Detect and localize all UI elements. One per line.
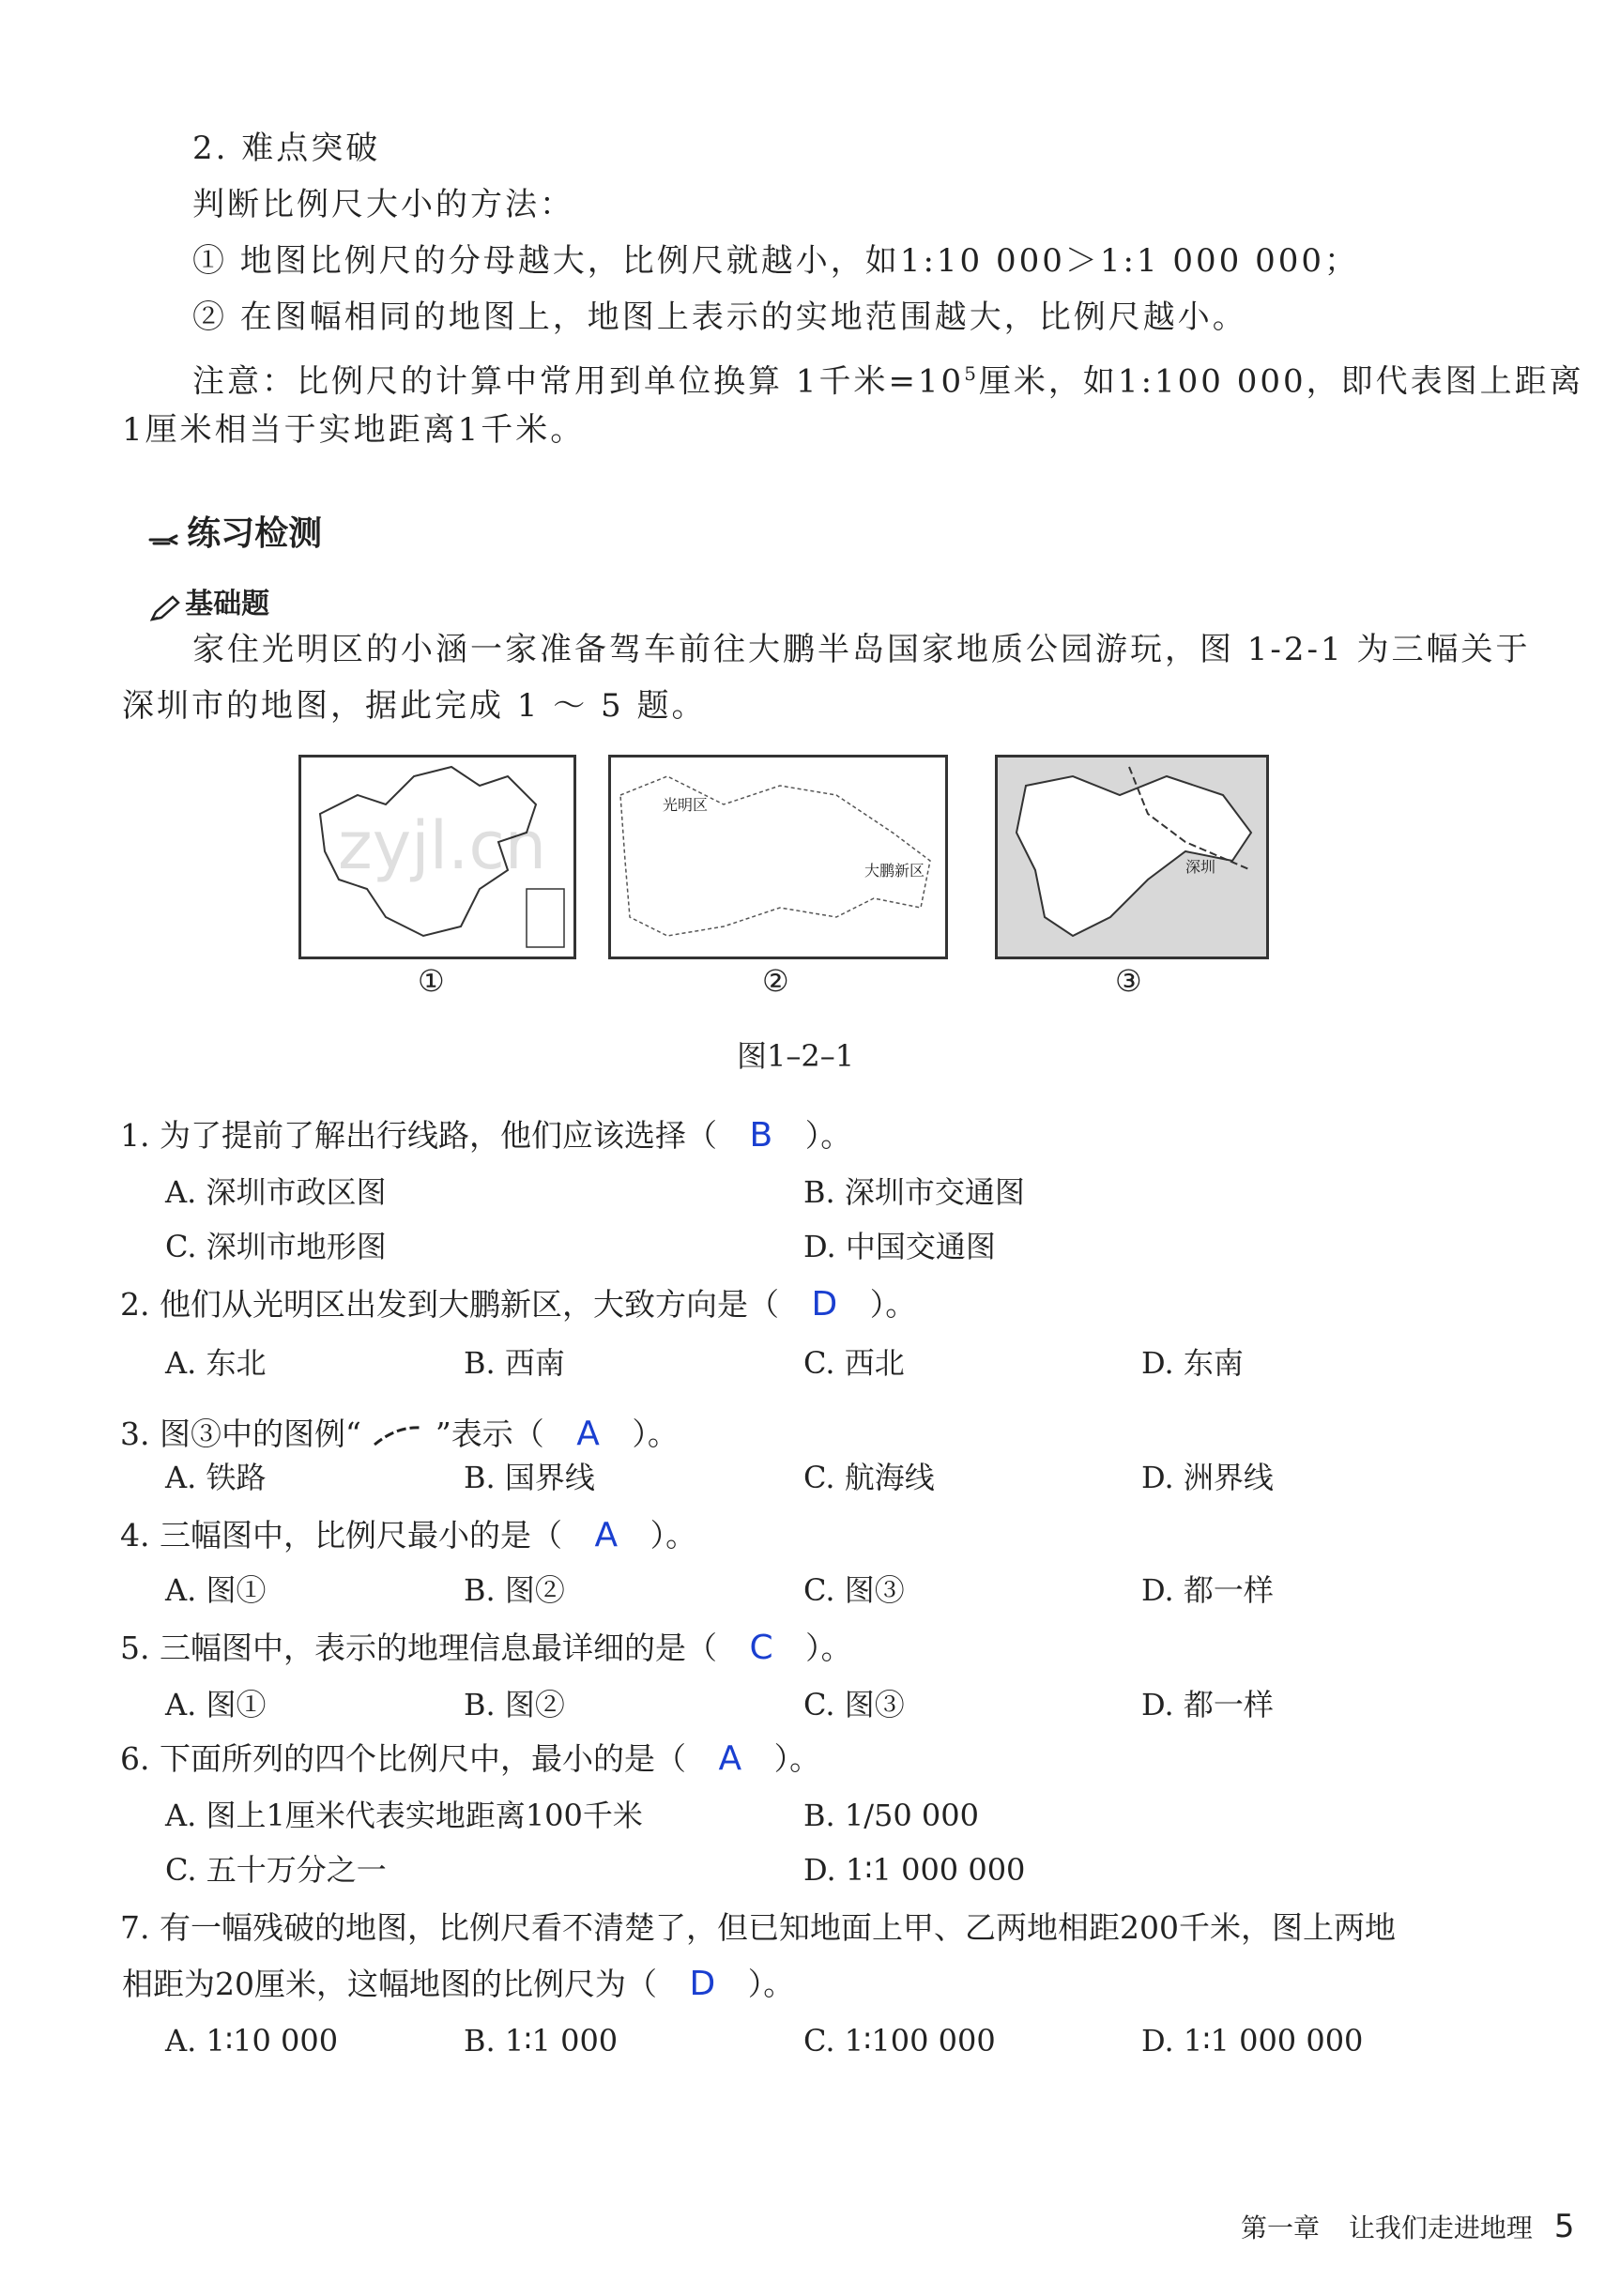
map-2-label-dapeng: 大鹏新区	[864, 862, 925, 880]
subsection-header	[148, 580, 269, 623]
question-7-answer: D	[689, 1965, 716, 2003]
question-5	[120, 1630, 852, 1667]
q4-option-a: A. 图①	[165, 1572, 267, 1608]
question-4	[120, 1517, 696, 1554]
question-4-answer: A	[594, 1516, 619, 1554]
question-1-answer: B	[749, 1116, 773, 1155]
map-2-label: ②	[762, 963, 789, 999]
pointing-hand-icon	[148, 527, 182, 555]
q7-option-c: C. 1∶100 000	[803, 2023, 996, 2059]
intro-note-sup: 5	[964, 362, 979, 385]
q2-option-c: C. 西北	[803, 1345, 905, 1381]
q7-option-b: B. 1∶1 000	[464, 2023, 619, 2059]
footer	[1241, 2208, 1574, 2245]
q2-option-b: B. 西南	[464, 1345, 565, 1381]
q3-option-c: C. 航海线	[803, 1460, 935, 1495]
intro-note-line2: 1厘米相当于实地距离1千米。	[122, 411, 586, 449]
q5-option-c: C. 图③	[803, 1687, 905, 1722]
map-2-shenzhen	[608, 755, 948, 959]
q4-option-d: D. 都一样	[1141, 1572, 1274, 1608]
footer-chapter: 第一章	[1241, 2212, 1321, 2243]
question-7-close: ）。	[747, 1966, 795, 2002]
q1-option-a: A. 深圳市政区图	[165, 1174, 387, 1210]
map-3-label-shenzhen: 深圳	[1185, 858, 1216, 876]
question-6-stem: 6. 下面所列的四个比例尺中，最小的是（	[120, 1740, 686, 1777]
intro-note-a: 注意：比例尺的计算中常用到单位换算 1千米=10	[192, 362, 965, 401]
q6-option-a: A. 图上1厘米代表实地距离100千米	[165, 1798, 643, 1833]
map-1-label: ①	[418, 963, 445, 999]
q1-option-d: D. 中国交通图	[803, 1229, 996, 1264]
section-para1: 家住光明区的小涵一家准备驾车前往大鹏半岛国家地质公园游玩，图 1-2-1 为三幅关于	[192, 631, 1531, 668]
intro-point1: ① 地图比例尺的分母越大，比例尺就越小，如1:10 000＞1:1 000 000；	[192, 242, 1359, 280]
subsection-title: 基础题	[185, 588, 270, 620]
question-6-answer: A	[718, 1739, 742, 1778]
q2-option-a: A. 东北	[165, 1345, 267, 1381]
question-5-answer: C	[749, 1629, 773, 1667]
question-7-line1: 7. 有一幅残破的地图，比例尺看不清楚了，但已知地面上甲、乙两地相距200千米，图上两地	[120, 1909, 1396, 1946]
map-3-label: ③	[1115, 963, 1142, 999]
question-7-line2	[122, 1966, 794, 2003]
q3-option-d: D. 洲界线	[1141, 1460, 1274, 1495]
q1-option-c: C. 深圳市地形图	[165, 1229, 387, 1264]
question-6	[120, 1740, 820, 1778]
intro-point2: ② 在图幅相同的地图上，地图上表示的实地范围越大，比例尺越小。	[192, 298, 1247, 336]
question-1	[120, 1117, 851, 1155]
q3-option-a: A. 铁路	[165, 1460, 267, 1495]
question-1-stem: 1. 为了提前了解出行线路，他们应该选择（	[120, 1117, 717, 1154]
page-number: 5	[1553, 2208, 1575, 2245]
question-2-close: ）。	[869, 1286, 917, 1323]
q1-option-b: B. 深圳市交通图	[803, 1174, 1025, 1210]
q6-option-d: D. 1∶1 000 000	[803, 1852, 1026, 1888]
map-2-label-guangming: 光明区	[663, 796, 709, 814]
intro-method-title: 判断比例尺大小的方法：	[192, 186, 574, 223]
q3-option-b: B. 国界线	[464, 1460, 595, 1495]
footer-title: 让我们走进地理	[1348, 2212, 1533, 2243]
q4-option-b: B. 图②	[464, 1572, 565, 1608]
question-2-stem: 2. 他们从光明区出发到大鹏新区，大致方向是（	[120, 1286, 779, 1323]
question-2-answer: D	[811, 1285, 838, 1324]
intro-note	[192, 355, 1584, 400]
section-header	[148, 507, 322, 555]
question-3-stem: 3. 图③中的图例“	[120, 1416, 361, 1452]
pencil-icon	[148, 595, 180, 623]
intro-note-b: 厘米，如1:100 000，即代表图上距离	[978, 362, 1584, 401]
intro-title: 2. 难点突破	[192, 130, 381, 167]
watermark: zyjl.cn	[338, 807, 547, 884]
figure-caption: 图1–2–1	[737, 1038, 855, 1074]
q2-option-d: D. 东南	[1141, 1345, 1244, 1381]
section-para2: 深圳市的地图，据此完成 1 ～ 5 题。	[122, 687, 707, 725]
question-5-stem: 5. 三幅图中，表示的地理信息最详细的是（	[120, 1630, 717, 1666]
legend-dashed-line-icon	[371, 1422, 425, 1450]
q7-option-a: A. 1∶10 000	[165, 2023, 339, 2059]
q5-option-b: B. 图②	[464, 1687, 565, 1722]
question-1-close: ）。	[804, 1117, 852, 1154]
question-3-close: ）。	[632, 1416, 679, 1452]
q5-option-a: A. 图①	[165, 1687, 267, 1722]
question-3-mid: ”表示（	[435, 1416, 544, 1452]
section-title: 练习检测	[187, 514, 323, 553]
q5-option-d: D. 都一样	[1141, 1687, 1274, 1722]
question-4-close: ）。	[650, 1517, 697, 1554]
question-4-stem: 4. 三幅图中，比例尺最小的是（	[120, 1517, 562, 1554]
question-2	[120, 1286, 916, 1324]
map-3-region	[995, 755, 1269, 959]
q4-option-c: C. 图③	[803, 1572, 905, 1608]
question-3-answer: A	[576, 1415, 600, 1453]
question-5-close: ）。	[805, 1630, 852, 1666]
q6-option-c: C. 五十万分之一	[165, 1852, 387, 1888]
q7-option-d: D. 1∶1 000 000	[1141, 2023, 1364, 2059]
question-6-close: ）。	[773, 1740, 821, 1777]
question-3	[120, 1416, 679, 1453]
q6-option-b: B. 1/50 000	[803, 1798, 979, 1833]
question-7-stem: 相距为20厘米，这幅地图的比例尺为（	[122, 1966, 657, 2002]
